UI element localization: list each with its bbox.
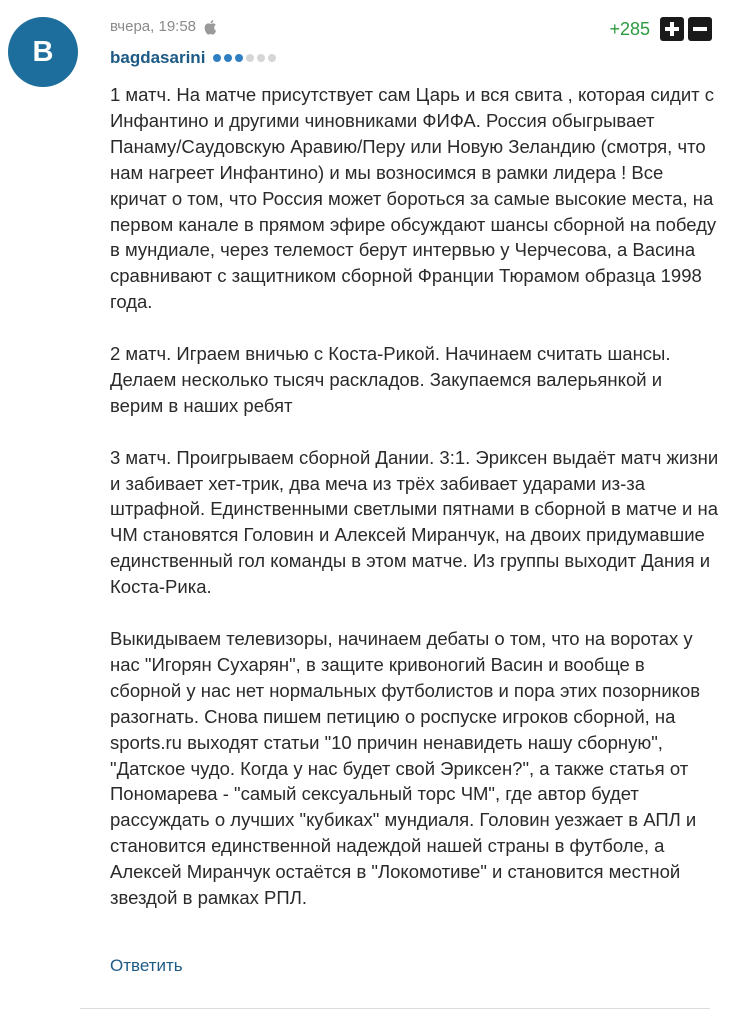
level-dot — [213, 54, 221, 62]
downvote-button[interactable] — [688, 17, 712, 41]
level-dot — [257, 54, 265, 62]
user-level-indicator — [213, 54, 279, 62]
level-dot — [246, 54, 254, 62]
comment-paragraph: 3 матч. Проигрываем сборной Дании. 3:1. Эриксен выдаёт матч жизни и забивает хет-трик, два меча из трёх забивает ударами из-за штрафной. Единственными светлыми пятнами в сборной в матче и на ЧМ становятся Головин и Алексей Миранчук, на двоих придумавшие единственный гол команды в этом матче. Из группы выходит Дания и Коста-Рика. — [110, 446, 719, 598]
avatar-letter: B — [32, 35, 54, 68]
comment-body — [110, 82, 720, 937]
rating-value: +285 — [609, 18, 650, 39]
reply-link[interactable]: Ответить — [110, 956, 183, 975]
level-dot — [224, 54, 232, 62]
comment-meta — [110, 18, 218, 35]
username-link[interactable]: bagdasarini — [110, 48, 206, 67]
avatar[interactable] — [8, 17, 78, 87]
author-row — [110, 48, 279, 68]
comment-paragraph: Выкидываем телевизоры, начинаем дебаты о том, что на воротах у нас "Игорян Сухарян", в защите кривоногий Васин и вообще в сборной у нас нет нормальных футболистов и пора этих позорников разогнать. Снова пишем петицию о роспуске игроков сборной, на sports.ru выходят статьи "10 причин ненавидеть нашу сборную", "Датское чудо. Когда у нас будет свой Эриксен?", а также статья от Пономарева - "самый сексуальный торс ЧМ", где автор будет рассуждать о лучших "кубиках" мундиаля. Головин уезжает в АПЛ и становится единственной надеждой нашей страны в футболе, а Алексей Миранчук остаётся в "Локомотиве" и становится местной звездой в рамках РПЛ. — [110, 627, 701, 909]
comment-paragraph: 2 матч. Играем вничью с Коста-Рикой. Начинаем считать шансы. Делаем несколько тысяч раскладов. Закупаемся валерьянкой и верим в наших ребят — [110, 343, 671, 416]
apple-icon — [204, 19, 218, 35]
comment-paragraph: 1 матч. На матче присутствует сам Царь и вся свита , которая сидит с Инфантино и другими чиновниками ФИФА. Россия обыгрывает Панаму/Саудовскую Аравию/Перу или Новую Зеландию (смотря, что нам нагреет Инфантино) и мы возносимся в рамки лидера ! Все кричат о том, что Россия может бороться за самые высокие места, на первом канале в прямом эфире обсуждают шансы сборной на победу в мундиале, через телемост берут интервью у Черчесова, а Васина сравнивают с защитником сборной Франции Тюрамом образца 1998 года. — [110, 84, 717, 313]
upvote-button[interactable] — [660, 17, 684, 41]
timestamp: вчера, 19:58 — [110, 18, 197, 35]
level-dot — [235, 54, 243, 62]
rating — [609, 17, 712, 41]
divider — [80, 1008, 710, 1009]
level-dot — [268, 54, 276, 62]
